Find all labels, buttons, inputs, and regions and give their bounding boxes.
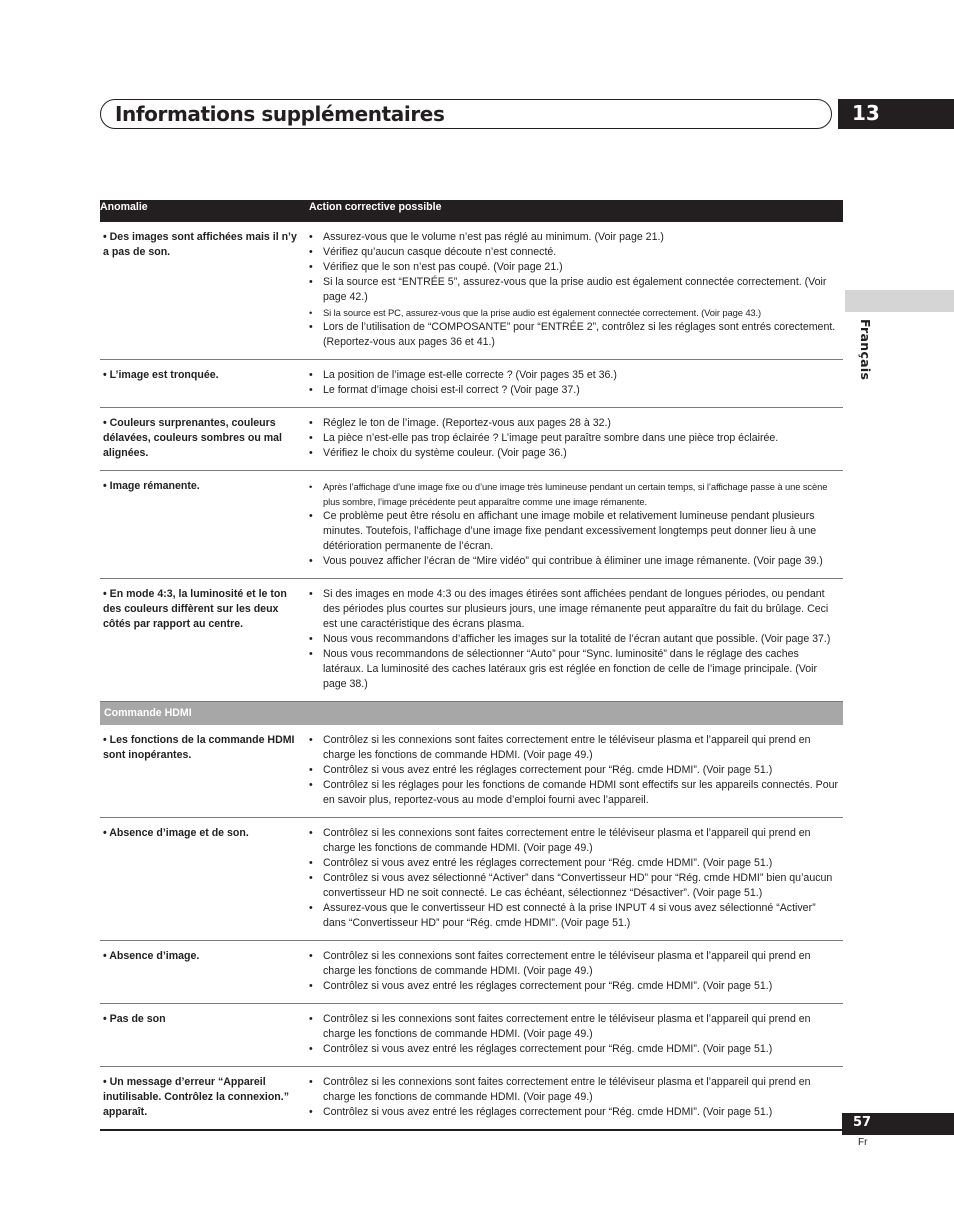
action-item: • Vérifiez qu’aucun casque découte n’est connecté. bbox=[309, 245, 841, 260]
action-item: • La position de l’image est-elle correcte ? (Voir pages 35 et 36.) bbox=[309, 368, 841, 383]
action-item: • Contrôlez si les connexions sont faites correctement entre le téléviseur plasma et l’appareil qui prend en charge les fonctions de commande HDMI. (Voir page 49.) bbox=[309, 1012, 841, 1042]
page-number-badge bbox=[842, 1113, 954, 1135]
table-row bbox=[100, 941, 843, 1004]
table-row bbox=[100, 1004, 843, 1067]
table-row bbox=[100, 725, 843, 818]
anomaly-cell: • Couleurs surprenantes, couleurs délavées, couleurs sombres ou mal alignées. bbox=[100, 408, 305, 471]
anomaly-cell: • Absence d’image et de son. bbox=[100, 818, 305, 941]
anomaly-cell: • Les fonctions de la commande HDMI sont inopérantes. bbox=[100, 725, 305, 818]
action-item: • Assurez-vous que le volume n’est pas réglé au minimum. (Voir page 21.) bbox=[309, 230, 841, 245]
page-title: Informations supplémentaires bbox=[115, 102, 445, 126]
action-item: • Nous vous recommandons de sélectionner “Auto” pour “Sync. luminosité” dans le réglage des caches latéraux. La luminosité des caches latéraux gris est réglée en fonction de celle de l’image principale. (Voir page 38.) bbox=[309, 647, 841, 692]
page-number: 57 bbox=[853, 1115, 872, 1130]
action-item: • Contrôlez si les réglages pour les fonctions de comande HDMI sont effectifs sur les appareils connectés. Pour en savoir plus, reportez-vous au mode d’emploi fourni avec l’appareil. bbox=[309, 778, 841, 808]
action-item: • Contrôlez si les connexions sont faites correctement entre le téléviseur plasma et l’appareil qui prend en charge les fonctions de commande HDMI. (Voir page 49.) bbox=[309, 949, 841, 979]
action-cell bbox=[305, 725, 843, 818]
page-header bbox=[100, 99, 832, 129]
action-cell bbox=[305, 222, 843, 360]
action-cell bbox=[305, 1004, 843, 1067]
action-item: • Vérifiez que le son n’est pas coupé. (Voir page 21.) bbox=[309, 260, 841, 275]
anomaly-cell: • En mode 4:3, la luminosité et le ton des couleurs diffèrent sur les deux côtés par rapport au centre. bbox=[100, 579, 305, 702]
action-item: • Contrôlez si les connexions sont faites correctement entre le téléviseur plasma et l’appareil qui prend en charge les fonctions de commande HDMI. (Voir page 49.) bbox=[309, 826, 841, 856]
section-header-row bbox=[100, 702, 843, 726]
action-cell bbox=[305, 408, 843, 471]
action-item: • Assurez-vous que le convertisseur HD est connecté à la prise INPUT 4 si vous avez sélectionné “Activer” dans “Convertisseur HD” pour “Rég. cmde HDMI”. (Voir page 51.) bbox=[309, 901, 841, 931]
action-cell bbox=[305, 360, 843, 408]
page-language-code: Fr bbox=[858, 1137, 868, 1148]
table-row bbox=[100, 222, 843, 360]
action-cell bbox=[305, 1067, 843, 1131]
column-header-action: Action corrective possible bbox=[305, 200, 843, 222]
troubleshooting-table bbox=[100, 200, 843, 1131]
table-row bbox=[100, 408, 843, 471]
action-item: • Contrôlez si vous avez entré les réglages correctement pour “Rég. cmde HDMI”. (Voir page 51.) bbox=[309, 856, 841, 871]
action-item: • Contrôlez si vous avez sélectionné “Activer” dans “Convertisseur HD” pour “Rég. cmde HDMI” bien qu’aucun convertisseur HD ne soit connecté. Le cas échéant, sélectionnez “Désactiver”. (Voir page 51.) bbox=[309, 871, 841, 901]
anomaly-cell: • Image rémanente. bbox=[100, 471, 305, 579]
action-item: • Nous vous recommandons d’afficher les images sur la totalité de l’écran autant que possible. (Voir page 37.) bbox=[309, 632, 841, 647]
table-row bbox=[100, 579, 843, 702]
anomaly-cell: • Un message d’erreur “Appareil inutilisable. Contrôlez la connexion.” apparaît. bbox=[100, 1067, 305, 1131]
action-item: • La pièce n’est-elle pas trop éclairée ? L’image peut paraître sombre dans une pièce trop éclairée. bbox=[309, 431, 841, 446]
action-item: • Si la source est PC, assurez-vous que la prise audio est également connectée correctement. (Voir page 43.) bbox=[309, 305, 841, 320]
action-item: • Le format d’image choisi est-il correct ? (Voir page 37.) bbox=[309, 383, 841, 398]
anomaly-cell: • L’image est tronquée. bbox=[100, 360, 305, 408]
table-row bbox=[100, 360, 843, 408]
action-cell bbox=[305, 818, 843, 941]
action-item: • Vous pouvez afficher l’écran de “Mire vidéo” qui contribue à éliminer une image rémanente. (Voir page 39.) bbox=[309, 554, 841, 569]
action-item: • Ce problème peut être résolu en affichant une image mobile et relativement lumineuse pendant plusieurs minutes. Toutefois, l’affichage d’une image fixe pendant excessivement longtemps peut donner lieu à une détérioration permanente de l’écran. bbox=[309, 509, 841, 554]
column-header-anomaly: Anomalie bbox=[100, 200, 305, 222]
action-item: • Contrôlez si vous avez entré les réglages correctement pour “Rég. cmde HDMI”. (Voir page 51.) bbox=[309, 979, 841, 994]
action-item: • Contrôlez si vous avez entré les réglages correctement pour “Rég. cmde HDMI”. (Voir page 51.) bbox=[309, 763, 841, 778]
action-cell bbox=[305, 471, 843, 579]
action-cell bbox=[305, 579, 843, 702]
table-row bbox=[100, 471, 843, 579]
action-item: • Après l’affichage d’une image fixe ou d’une image très lumineuse pendant un certain temps, si l’affichage passe à une scène plus sombre, l’image précédente peut apparaître comme une image rémanente. bbox=[309, 479, 841, 509]
action-cell bbox=[305, 941, 843, 1004]
action-item: • Contrôlez si vous avez entré les réglages correctement pour “Rég. cmde HDMI”. (Voir page 51.) bbox=[309, 1042, 841, 1057]
language-tab bbox=[845, 290, 954, 312]
anomaly-cell: • Des images sont affichées mais il n’y a pas de son. bbox=[100, 222, 305, 360]
table-row bbox=[100, 818, 843, 941]
action-item: • Si des images en mode 4:3 ou des images étirées sont affichées pendant de longues périodes, ou pendant des périodes plus courtes sur plusieurs jours, une image rémanente peut apparaître du fait du brûlage. Ceci est une caractéristique des écrans plasma. bbox=[309, 587, 841, 632]
anomaly-cell: • Absence d’image. bbox=[100, 941, 305, 1004]
chapter-badge bbox=[838, 99, 954, 129]
table-row bbox=[100, 1067, 843, 1131]
action-item: • Réglez le ton de l’image. (Reportez-vous aux pages 28 à 32.) bbox=[309, 416, 841, 431]
action-item: • Contrôlez si vous avez entré les réglages correctement pour “Rég. cmde HDMI”. (Voir page 51.) bbox=[309, 1105, 841, 1120]
table-header-row bbox=[100, 200, 843, 222]
action-item: • Contrôlez si les connexions sont faites correctement entre le téléviseur plasma et l’appareil qui prend en charge les fonctions de commande HDMI. (Voir page 49.) bbox=[309, 733, 841, 763]
chapter-number: 13 bbox=[852, 101, 880, 125]
section-header-hdmi: Commande HDMI bbox=[100, 702, 843, 726]
language-label: Français bbox=[858, 319, 873, 381]
action-item: • Lors de l’utilisation de “COMPOSANTE” pour “ENTRÉE 2”, contrôlez si les réglages sont entrés corectement. (Reportez-vous aux pages 36 et 41.) bbox=[309, 320, 841, 350]
action-item: • Vérifiez le choix du système couleur. (Voir page 36.) bbox=[309, 446, 841, 461]
action-item: • Contrôlez si les connexions sont faites correctement entre le téléviseur plasma et l’appareil qui prend en charge les fonctions de commande HDMI. (Voir page 49.) bbox=[309, 1075, 841, 1105]
anomaly-cell: • Pas de son bbox=[100, 1004, 305, 1067]
action-item: • Si la source est “ENTRÉE 5”, assurez-vous que la prise audio est également connectée correctement. (Voir page 42.) bbox=[309, 275, 841, 305]
